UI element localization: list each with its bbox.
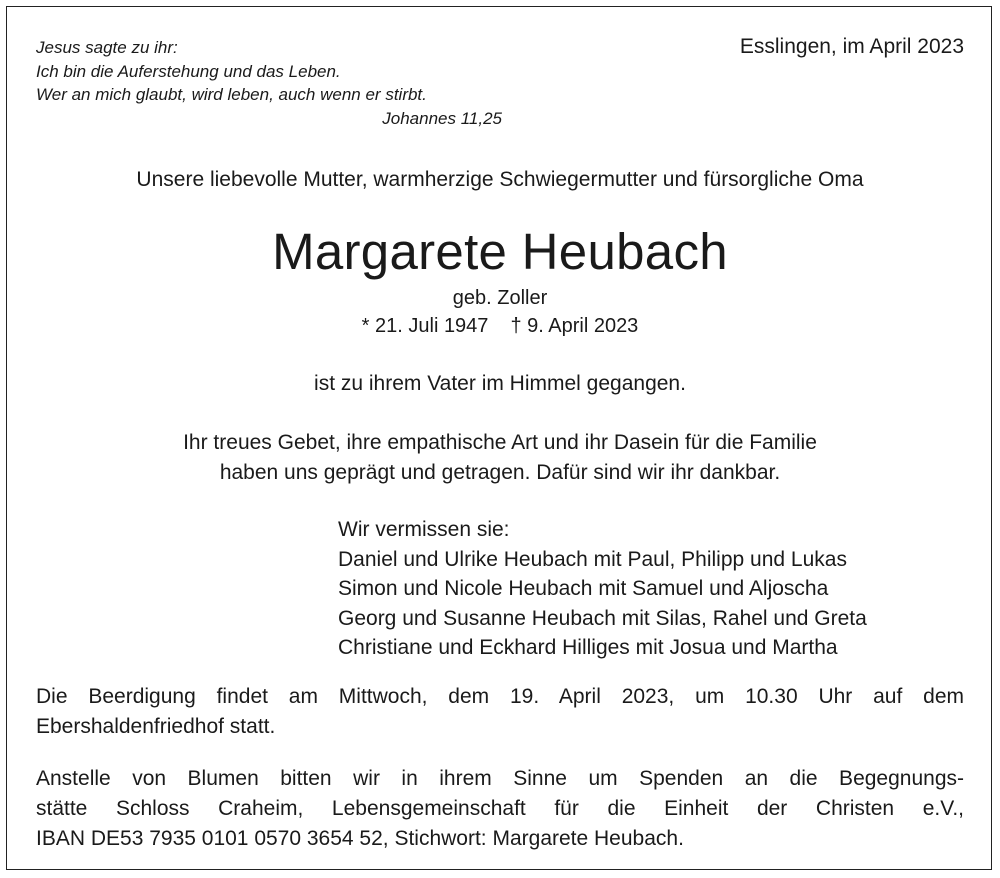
donation-line: stätte Schloss Craheim, Lebensgemeinschaft für die Einheit der Christen e.V., — [36, 797, 964, 820]
tribute-line: haben uns geprägt und getragen. Dafür sind wir ihr dankbar. — [219, 461, 781, 484]
funeral-line: Die Beerdigung findet am Mittwoch, dem 19. April 2023, um 10.30 Uhr auf dem — [36, 685, 964, 708]
verse-line: Wer an mich glaubt, wird leben, auch wenn er stirbt. — [36, 85, 427, 104]
donation-line: IBAN DE53 7935 0101 0570 3654 52, Stichwort: Margarete Heubach. — [36, 827, 684, 850]
death-date: † 9. April 2023 — [510, 315, 639, 337]
deceased-name: Margarete Heubach — [272, 223, 728, 280]
verse-line: Ich bin die Auferstehung und das Leben. — [36, 61, 341, 81]
life-dates — [0, 315, 1000, 338]
mourner-family: Simon und Nicole Heubach mit Samuel und Aljoscha — [338, 577, 829, 600]
mourners-heading: Wir vermissen sie: — [338, 518, 510, 541]
intro-line: Unsere liebevolle Mutter, warmherzige Schwiegermutter und fürsorgliche Oma — [136, 168, 864, 191]
mourner-family: Daniel und Ulrike Heubach mit Paul, Philipp und Lukas — [338, 547, 847, 571]
mourner-family: Georg und Susanne Heubach mit Silas, Rahel und Greta — [338, 606, 867, 630]
donation-line: Anstelle von Blumen bitten wir in ihrem Sinne um Spenden an die Begegnungs- — [36, 767, 964, 790]
mourners-list — [338, 515, 867, 663]
verse-reference: Johannes 11,25 — [382, 108, 502, 128]
funeral-line: Ebershaldenfriedhof statt. — [36, 715, 276, 738]
verse-line: Jesus sagte zu ihr: — [36, 38, 178, 57]
donation-notice — [36, 764, 964, 854]
place-date: Esslingen, im April 2023 — [739, 35, 964, 58]
tribute-line: Ihr treues Gebet, ihre empathische Art und ihr Dasein für die Familie — [183, 431, 817, 454]
funeral-notice — [36, 682, 964, 742]
bible-verse — [36, 36, 502, 130]
tribute-text — [0, 428, 1000, 488]
birth-date: * 21. Juli 1947 — [361, 315, 489, 337]
maiden-name: geb. Zoller — [452, 287, 548, 309]
mourner-family: Christiane und Eckhard Hilliges mit Josua und Martha — [338, 636, 838, 659]
passing-statement: ist zu ihrem Vater im Himmel gegangen. — [314, 372, 686, 395]
